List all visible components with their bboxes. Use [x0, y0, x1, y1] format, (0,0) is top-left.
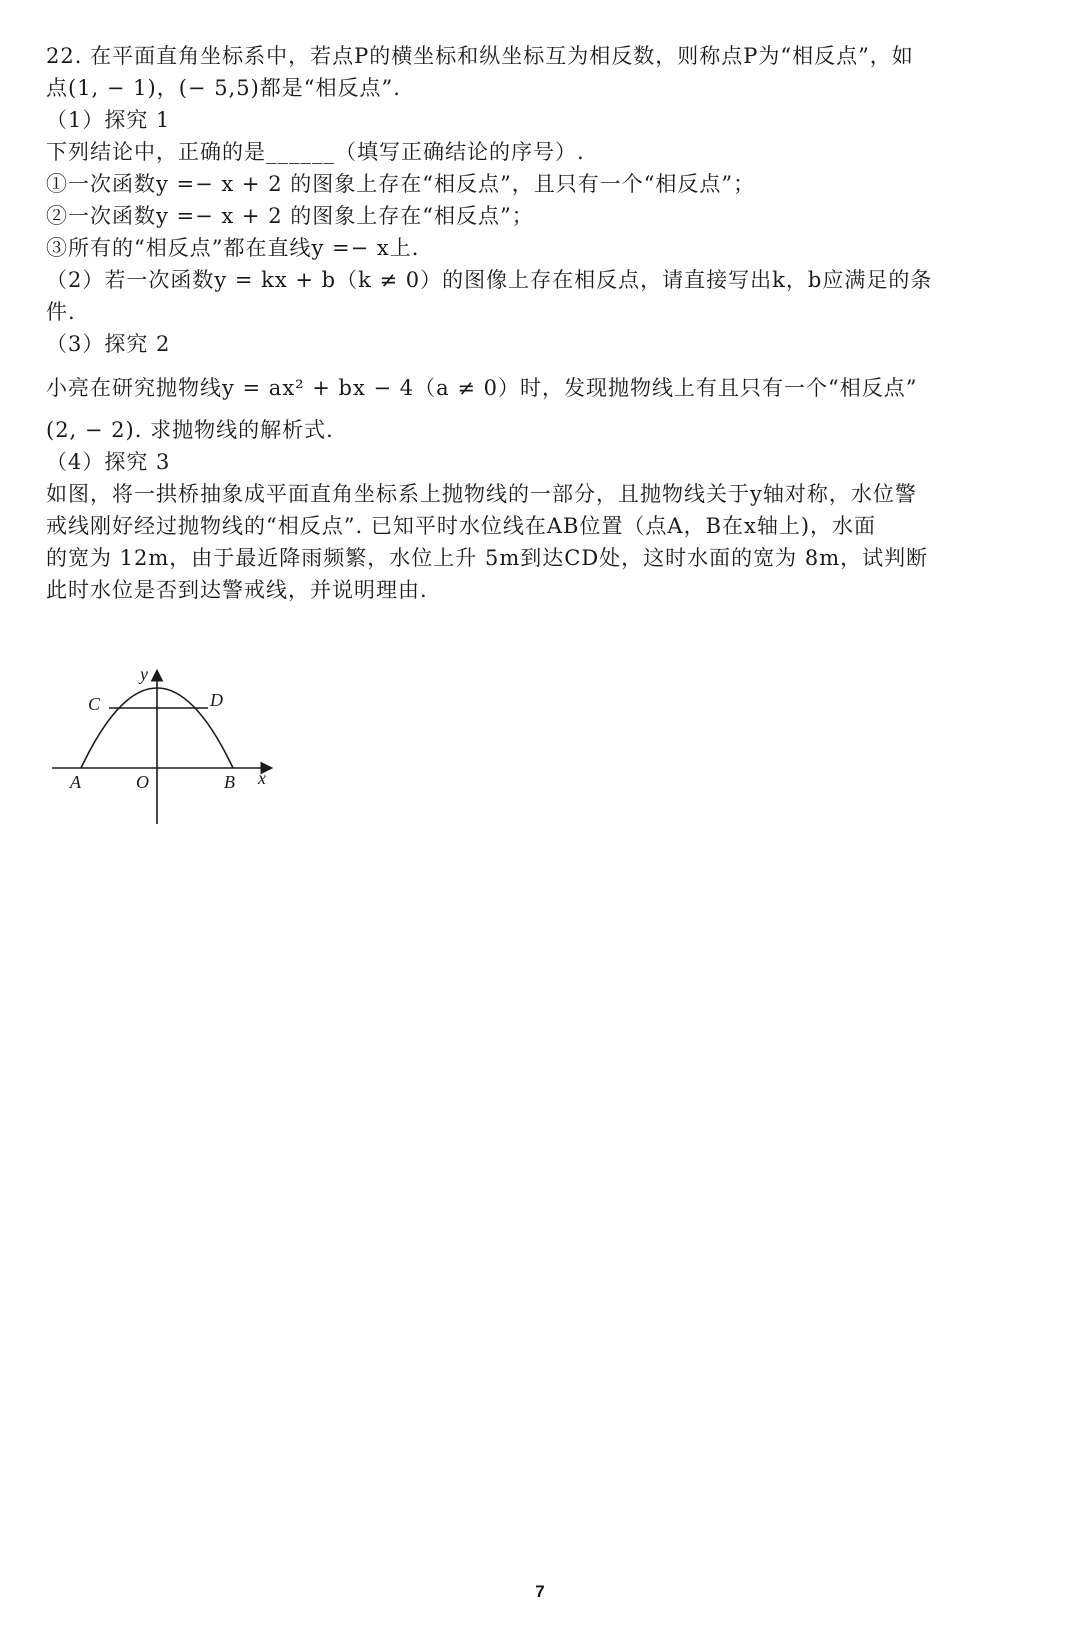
part-1-prompt: 下列结论中，正确的是______（填写正确结论的序号）.	[46, 140, 585, 164]
part-4-line-3: 的宽为 12m，由于最近降雨频繁，水位上升 5m到达CD处，这时水面的宽为 8m，试判断	[46, 546, 929, 570]
point-b-label: B	[224, 772, 235, 792]
question-line-1: 22. 在平面直角坐标系中，若点P的横坐标和纵坐标互为相反数，则称点P为“相反点”，如	[46, 44, 914, 68]
question-line-2: 点(1, − 1)，(− 5,5)都是“相反点”.	[46, 76, 401, 100]
part-1-heading: （1）探究 1	[46, 108, 171, 132]
parabola-bridge-figure	[44, 664, 304, 844]
part-3-line-1: 小亮在研究抛物线y = ax² + bx − 4（a ≠ 0）时，发现抛物线上有且只有一个“相反点”	[46, 376, 918, 400]
statement-1: ①一次函数y =− x + 2 的图象上存在“相反点”，且只有一个“相反点”；	[46, 172, 756, 196]
part-2-line-1: （2）若一次函数y = kx + b（k ≠ 0）的图像上存在相反点，请直接写出k，b应满足的条	[46, 268, 933, 292]
part-4-line-4: 此时水位是否到达警戒线，并说明理由.	[46, 578, 428, 602]
origin-label: O	[136, 772, 149, 792]
part-4-heading: （4）探究 3	[46, 450, 171, 474]
x-axis-label: x	[258, 768, 266, 788]
part-4-line-1: 如图，将一拱桥抽象成平面直角坐标系上抛物线的一部分，且抛物线关于y轴对称，水位警	[46, 482, 917, 506]
point-d-label: D	[210, 690, 223, 710]
question-22	[46, 40, 1036, 606]
part-3-line-2: (2, − 2). 求抛物线的解析式.	[46, 418, 334, 442]
page-number: 7	[535, 1582, 545, 1601]
statement-2: ②一次函数y =− x + 2 的图象上存在“相反点”；	[46, 204, 534, 228]
part-4-line-2: 戒线刚好经过抛物线的“相反点”. 已知平时水位线在AB位置（点A，B在x轴上)，水面	[46, 514, 877, 538]
point-c-label: C	[88, 694, 101, 714]
y-axis-label: y	[140, 664, 148, 684]
point-a-label: A	[70, 772, 81, 792]
statement-3: ③所有的“相反点”都在直线y =− x上.	[46, 236, 420, 260]
part-3-heading: （3）探究 2	[46, 332, 171, 356]
part-2-line-2: 件.	[46, 300, 76, 324]
